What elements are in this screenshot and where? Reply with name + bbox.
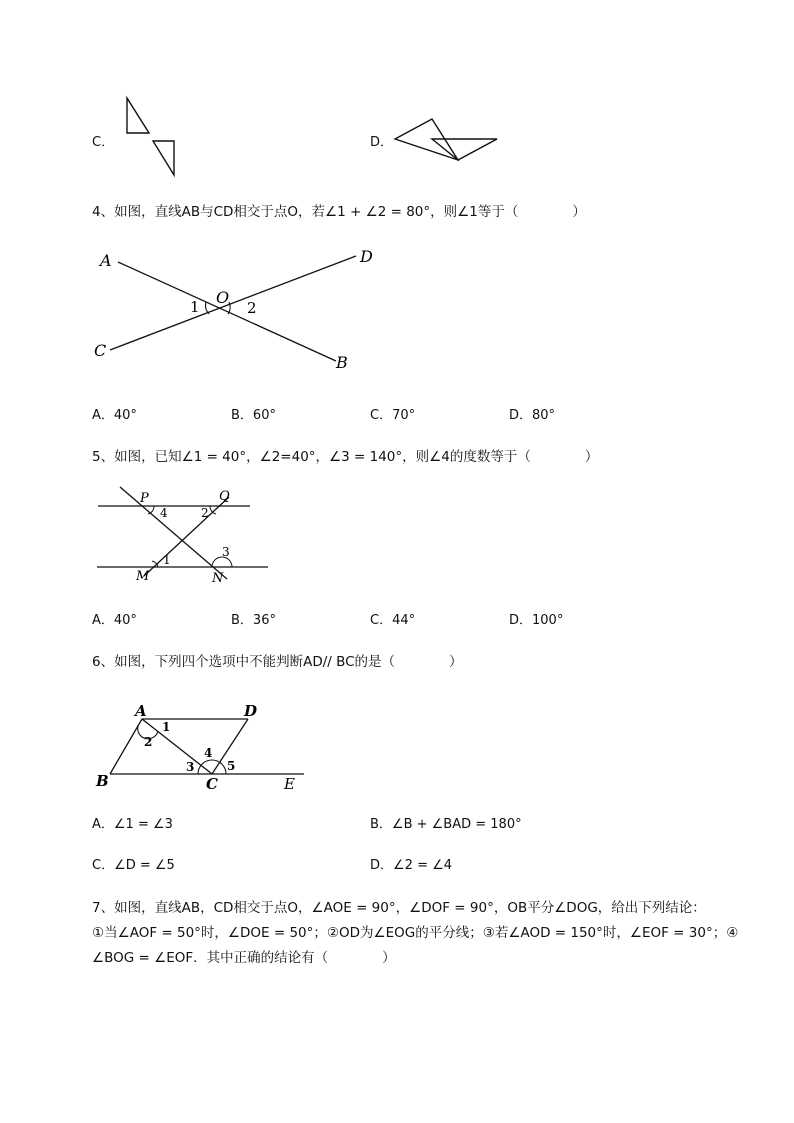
q4-label-a: A bbox=[100, 251, 112, 270]
q5-angle-2: 2 bbox=[201, 506, 209, 520]
q4-angle-2: 2 bbox=[247, 299, 257, 317]
q6-option-a: A．∠1 = ∠3 bbox=[92, 817, 173, 832]
q3-option-d-figure bbox=[392, 114, 502, 164]
q5-option-b: B．36° bbox=[231, 613, 276, 628]
q5-label-p: P bbox=[140, 491, 149, 506]
q7-line-1: 7、如图，直线AB，CD相交于点O，∠AOE = 90°，∠DOF = 90°，OB平分∠DOG，给出下列结论： bbox=[92, 900, 706, 916]
q4-label-c: C bbox=[94, 341, 107, 360]
q4-figure bbox=[88, 240, 388, 380]
q6-label-e: E bbox=[284, 775, 295, 793]
q6-angle-3: 3 bbox=[186, 760, 195, 774]
q5-label-m: M bbox=[136, 569, 150, 584]
q5-angle-4: 4 bbox=[160, 506, 168, 520]
q6-figure bbox=[92, 700, 312, 795]
q6-option-d: D．∠2 = ∠4 bbox=[370, 858, 453, 873]
q4-angle-1: 1 bbox=[190, 298, 200, 316]
q5-label-n: N bbox=[212, 571, 224, 586]
q5-angle-1: 1 bbox=[163, 553, 171, 567]
q6-stem: 6、如图，下列四个选项中不能判断AD// BC的是（ ） bbox=[92, 654, 463, 670]
q6-label-b: B bbox=[96, 772, 109, 790]
q6-label-c: C bbox=[206, 775, 218, 793]
q6-label-d: D bbox=[244, 702, 258, 720]
q7-line-2: ①当∠AOF = 50°时，∠DOE = 50°；②OD为∠EOG的平分线；③若∠AOD = 150°时，∠EOF = 30°；④ bbox=[92, 925, 739, 941]
q4-stem: 4、如图，直线AB与CD相交于点O，若∠1 + ∠2 = 80°，则∠1等于（ ） bbox=[92, 204, 586, 220]
q6-angle-4: 4 bbox=[204, 746, 213, 760]
q7-line-3: ∠BOG = ∠EOF．其中正确的结论有（ ） bbox=[92, 950, 396, 966]
q6-angle-2: 2 bbox=[144, 735, 153, 749]
q4-option-c: C．70° bbox=[370, 408, 416, 423]
q6-option-b: B．∠B + ∠BAD = 180° bbox=[370, 817, 522, 832]
q4-option-a: A．40° bbox=[92, 408, 137, 423]
q4-label-o: O bbox=[216, 288, 230, 307]
q5-option-c: C．44° bbox=[370, 613, 416, 628]
q6-label-a: A bbox=[135, 702, 147, 720]
q5-stem: 5、如图，已知∠1 = 40°，∠2=40°，∠3 = 140°，则∠4的度数等于（ ） bbox=[92, 449, 599, 465]
q5-figure bbox=[94, 484, 274, 584]
q5-option-d: D．100° bbox=[509, 613, 564, 628]
q3-option-c-figure bbox=[120, 95, 180, 180]
q4-label-b: B bbox=[336, 353, 348, 372]
q5-label-q: Q bbox=[219, 489, 230, 504]
q3-option-c-label: C． bbox=[92, 135, 115, 150]
q6-angle-5: 5 bbox=[227, 759, 236, 773]
q5-option-a: A．40° bbox=[92, 613, 137, 628]
q3-option-d-label: D． bbox=[370, 135, 394, 150]
q4-option-b: B．60° bbox=[231, 408, 276, 423]
q6-angle-1: 1 bbox=[162, 720, 171, 734]
q6-option-c: C．∠D = ∠5 bbox=[92, 858, 175, 873]
q5-angle-3: 3 bbox=[222, 545, 230, 559]
q4-label-d: D bbox=[360, 247, 373, 266]
q4-option-d: D．80° bbox=[509, 408, 556, 423]
